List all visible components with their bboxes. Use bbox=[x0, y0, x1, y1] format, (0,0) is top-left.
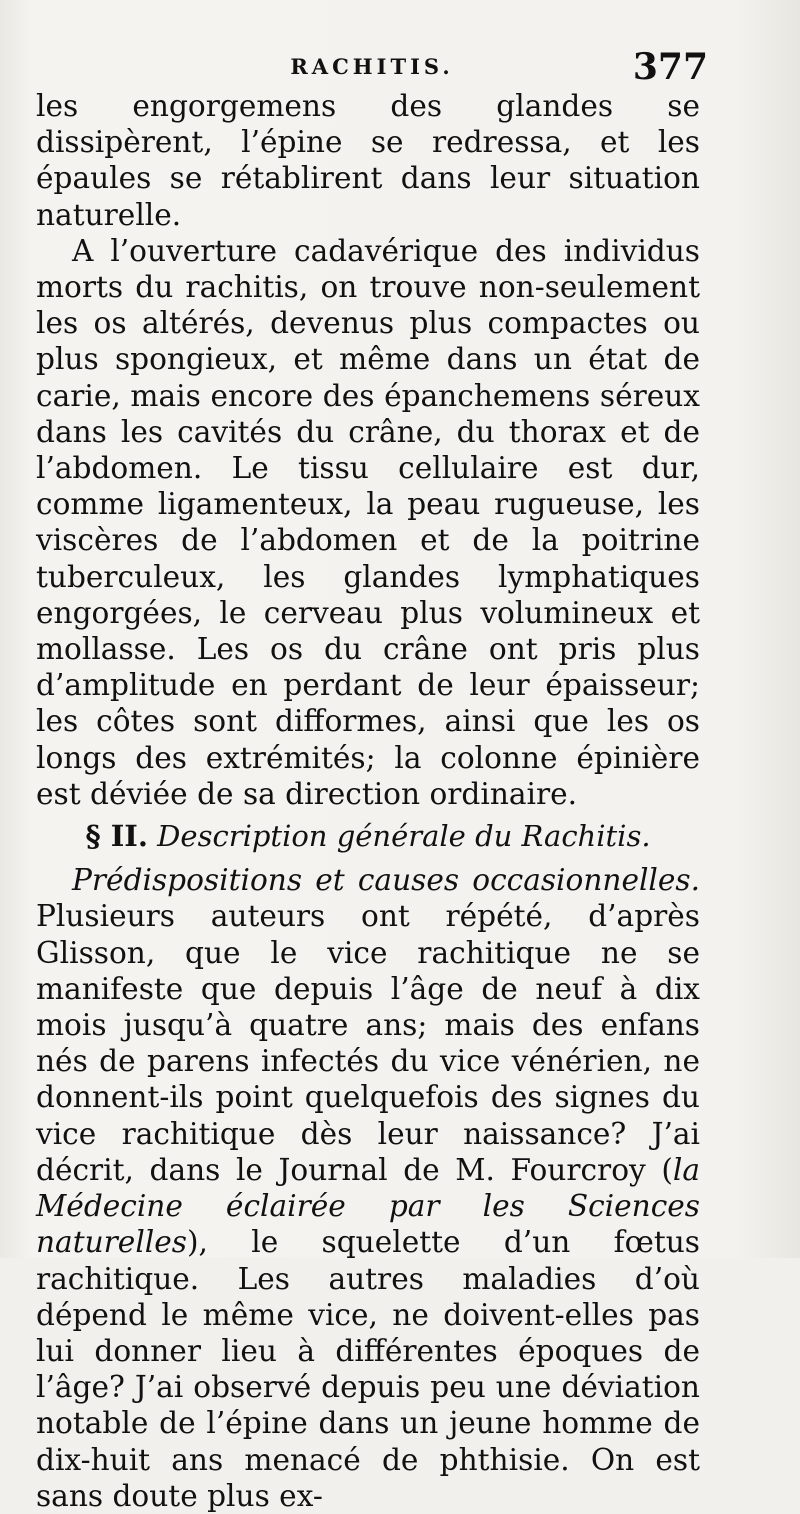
paragraph-continuation: les engorgemens des glandes se dissipèrent, l’épine se redressa, et les épaules se rétablirent dans leur situation naturelle. bbox=[36, 89, 700, 232]
body-text bbox=[36, 88, 700, 1514]
paragraph-text-part2: ), le squelette d’un fœtus rachitique. Les autres maladies d’où dépend le même vice, ne doivent-elles pas lui donner lieu à différentes époques de l’âge? J’ai observé depuis peu une déviation notable de l’épine dans un jeune homme de dix-huit ans menacé de phthisie. On est sans doute plus ex- bbox=[36, 1225, 700, 1513]
paragraph-text-part1: Plusieurs auteurs ont répété, d’après Glisson, que le vice rachitique ne se manifeste que depuis l’âge de neuf à dix mois jusqu’à quatre ans; mais des enfans nés de parens infectés du vice vénérien, ne donnent-ils point quelquefois des signes du vice rachitique dès leur naissance? J’ai décrit, dans le Journal de M. Fourcroy ( bbox=[36, 899, 700, 1187]
paragraph-predispositions bbox=[36, 862, 700, 1514]
section-mark: § II. bbox=[85, 819, 148, 854]
running-head: RACHITIS. bbox=[290, 54, 454, 79]
citation-title: la Médecine éclairée par les Sciences naturelles bbox=[36, 1152, 700, 1260]
paragraph-lead: Prédispositions et causes occasionnelles. bbox=[72, 863, 700, 898]
section-title: Description générale du Rachitis. bbox=[157, 819, 651, 854]
page-number: 377 bbox=[632, 46, 708, 88]
paragraph-autopsy: A l’ouverture cadavérique des individus morts du rachitis, on trouve non-seulement les os altérés, devenus plus compactes ou plus spongieux, et même dans un état de carie, mais encore des épanchemens séreux dans les cavités du crâne, du thorax et de l’abdomen. Le tissu cellulaire est dur, comme ligamenteux, la peau rugueuse, les viscères de l’abdomen et de la poitrine tuberculeux, les glandes lymphatiques engorgées, le cerveau plus volumineux et mollasse. Les os du crâne ont pris plus d’amplitude en perdant de leur épaisseur; les côtes sont difformes, ainsi que les os longs des extrémités; la colonne épinière est déviée de sa direction ordinaire. bbox=[36, 233, 700, 811]
page-header bbox=[36, 46, 708, 86]
section-heading bbox=[36, 818, 700, 854]
